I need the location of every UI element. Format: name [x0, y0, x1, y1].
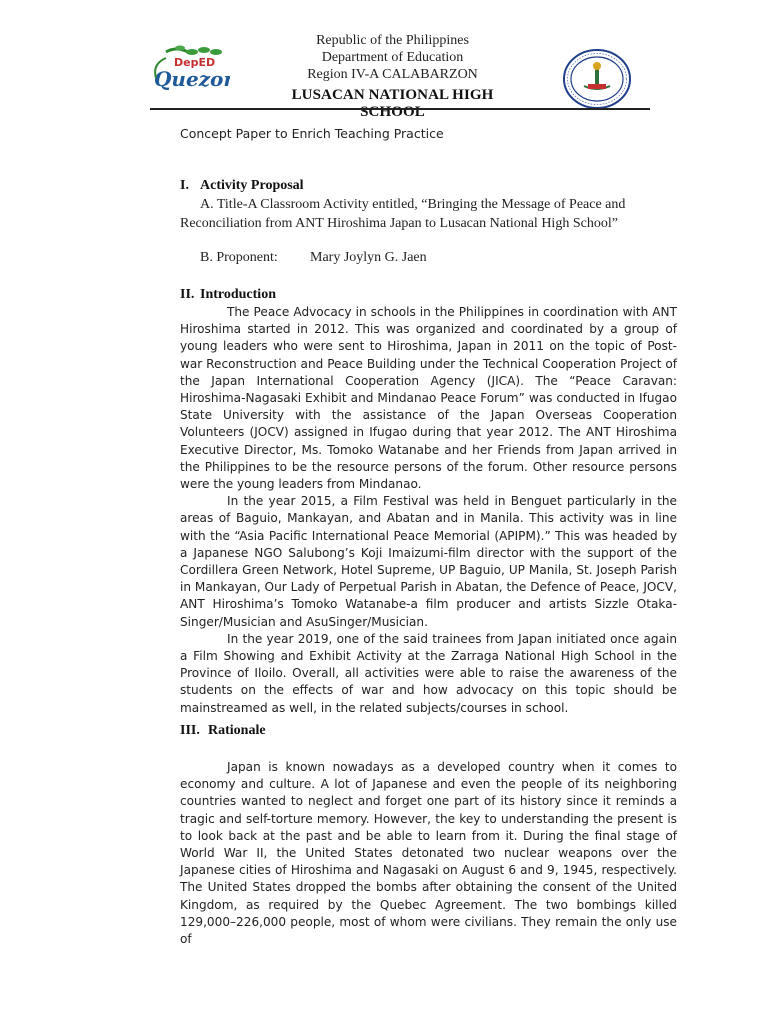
paragraph: In the year 2015, a Film Festival was held in Benguet particularly in the areas of Baguio, Mankayan, and Abatan and in Manila. This activity was in line with the “Asia Pacific International Peace Memorial (APIPM).” This was headed by a Japanese NGO Salubong’s Koji Imaizumi-film director with the support of the Cordillera Green Network, Hotel Supreme, UP Baguio, UP Manila, St. Joseph Parish in Mankayan, Our Lady of Perpetual Parish in Abatan, the Defence of Peace, JOCV, ANT Hiroshima’s Tomoko Watanabe-a film producer and artists Sizzle Otaka-Singer/Musician and AsuSinger/Musician. [180, 494, 677, 629]
svg-text:DepED: DepED [174, 56, 216, 69]
proponent-label: B. Proponent: [200, 250, 278, 265]
section-heading-introduction [180, 287, 276, 303]
rationale-body [180, 759, 677, 948]
svg-text:Quezon: Quezon [154, 67, 230, 91]
activity-title-block [180, 195, 675, 233]
section-number: II. [180, 287, 195, 302]
section-title: Rationale [208, 723, 266, 738]
school-name: LUSACAN NATIONAL HIGH SCHOOL [291, 87, 494, 120]
header-lines [275, 32, 510, 83]
section-title: Activity Proposal [200, 178, 304, 193]
section-heading-rationale [180, 723, 266, 739]
document-title: Concept Paper to Enrich Teaching Practice [180, 126, 444, 141]
deped-quezon-logo [152, 44, 230, 92]
paragraph: The Peace Advocacy in schools in the Philippines in coordination with ANT Hiroshima started in 2012. This was organized and coordinated by a group of young leaders who were sent to Hiroshima, Japan in 2011 on the topic of Post-war Reconstruction and Peace Building under the Technical Cooperation Project of the Japan International Cooperation Agency (JICA). The “Peace Caravan: Hiroshima-Nagasaki Exhibit and Mindanao Peace Forum” was conducted in Ifugao State University with the assistance of the Japan Overseas Cooperation Volunteers (JOCV) assigned in Ifugao during that year 2012. The ANT Hiroshima Executive Director, Ms. Tomoko Watanabe and her Friends from Japan arrived in the Philippines to be the resource persons of the forum. Other resource persons were the young leaders from Mindanao. [180, 305, 677, 492]
section-number: III. [180, 723, 200, 738]
section-heading-activity-proposal [180, 178, 304, 194]
paragraph: Japan is known nowadays as a developed country when it comes to economy and culture. A lot of Japanese and even the people of its neighboring countries wanted to neglect and forget one part of its history since it reminds a tragic and self-torture memory. However, the key to understanding the present is to look back at the past and be able to learn from it. During the final stage of World War II, the United States detonated two nuclear weapons over the Japanese cities of Hiroshima and Nagasaki on August 6 and 9, 1945, respectively. The United States dropped the bombs after obtaining the consent of the United Kingdom, as required by the Quebec Agreement. The two bombings killed 129,000–226,000 people, most of whom were civilians. They remain the only use of [180, 760, 677, 947]
school-seal-logo [562, 48, 632, 110]
proponent-row [200, 250, 427, 266]
header-department: Department of Education [321, 50, 464, 65]
header-region: Region IV-A CALABARZON [307, 67, 478, 82]
activity-title-line1: A. Title-A Classroom Activity entitled, “Bringing the Message of Peace and [200, 197, 626, 212]
header-divider [150, 108, 650, 110]
introduction-body [180, 304, 677, 717]
header-republic: Republic of the Philippines [316, 33, 469, 48]
paragraph: In the year 2019, one of the said trainees from Japan initiated once again a Film Showing and Exhibit Activity at the Zarraga National High School in the Province of Iloilo. Overall, all activities were able to raise the awareness of the students on the effects of war and how advocacy on this topic should be mainstreamed as well, in the related subjects/courses in school. [180, 631, 677, 715]
section-number: I. [180, 178, 189, 193]
activity-title-line2: Reconciliation from ANT Hiroshima Japan to Lusacan National High School” [180, 216, 618, 231]
section-title: Introduction [200, 287, 276, 302]
proponent-name: Mary Joylyn G. Jaen [310, 250, 427, 265]
